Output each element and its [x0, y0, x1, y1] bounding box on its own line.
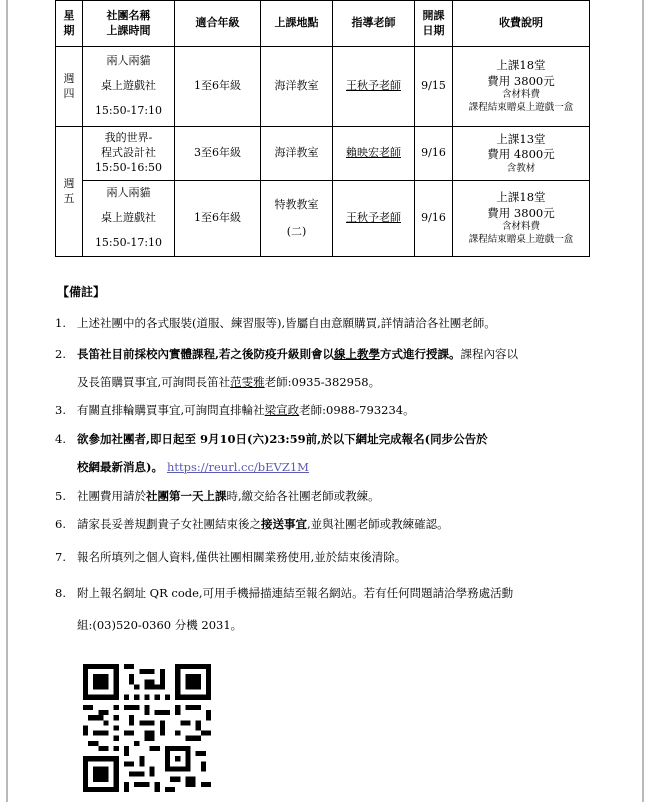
location-cell: 海洋教室 [261, 127, 333, 181]
note-2: 2. 長笛社目前採校內實體課程,若之後防疫升級則會以線上教學方式進行授課。課程內容以 及長笛購買事宜,可詢問長笛社范雯雅老師:0935-382958。 [55, 347, 519, 389]
table-header-row [56, 1, 590, 47]
teacher-cell: 賴映宏老師 [333, 127, 415, 181]
weekday-friday: 週 五 [56, 127, 83, 257]
fee-cell: 上課13堂 費用 4800元 含教材 [453, 127, 590, 181]
club-cell: 兩人兩貓 桌上遊戲社 15:50-17:10 [83, 181, 175, 257]
header-grade: 適合年級 [175, 1, 261, 47]
fee-cell: 上課18堂 費用 3800元 含材料費 課程結束贈桌上遊戲一盒 [453, 47, 590, 127]
location-cell: 特教教室 (二) [261, 181, 333, 257]
header-start-date: 開課 日期 [415, 1, 453, 47]
note-7: 7. 報名所填列之個人資料,僅供社團相關業務使用,並於結束後清除。 [55, 550, 407, 564]
date-cell: 9/16 [415, 181, 453, 257]
date-cell: 9/15 [415, 47, 453, 127]
note-6: 6. 請家長妥善規劃貴子女社團結束後之接送事宜,並與社團老師或教練確認。 [55, 517, 449, 531]
club-schedule-table [55, 0, 590, 257]
notes-title: 【備註】 [57, 285, 106, 299]
teacher-cell: 王秋予老師 [333, 47, 415, 127]
header-location: 上課地點 [261, 1, 333, 47]
date-cell: 9/16 [415, 127, 453, 181]
signup-link[interactable]: https://reurl.cc/bEVZ1M [166, 460, 309, 474]
weekday-thursday: 週 四 [56, 47, 83, 127]
club-cell: 我的世界- 程式設計社 15:50-16:50 [83, 127, 175, 181]
location-cell: 海洋教室 [261, 47, 333, 127]
page-edge-right [642, 0, 644, 802]
page-edge-left [6, 0, 8, 802]
table-row [56, 181, 590, 257]
header-teacher: 指導老師 [333, 1, 415, 47]
qr-code-image [83, 664, 211, 792]
note-1: 1. 上述社團中的各式服裝(道服、練習服等),皆屬自由意願購買,詳情請洽各社團老師。 [55, 316, 496, 330]
table-row [56, 127, 590, 181]
teacher-cell: 王秋予老師 [333, 181, 415, 257]
notes-section [55, 283, 595, 632]
header-weekday: 星 期 [56, 1, 83, 47]
note-3: 3. 有關直排輪購買事宜,可詢問直排輪社梁宣政老師:0988-793234。 [55, 403, 415, 417]
note-8: 8. 附上報名網址 QR code,可用手機掃描連結至報名網站。若有任何問題請洽學務處活動 組:(03)520-0360 分機 2031。 [55, 586, 514, 632]
grade-cell: 3至6年級 [175, 127, 261, 181]
note-5: 5. 社團費用請於社團第一天上課時,繳交給各社團老師或教練。 [55, 489, 380, 503]
grade-cell: 1至6年級 [175, 47, 261, 127]
grade-cell: 1至6年級 [175, 181, 261, 257]
club-cell: 兩人兩貓 桌上遊戲社 15:50-17:10 [83, 47, 175, 127]
table-row [56, 47, 590, 127]
header-fee: 收費說明 [453, 1, 590, 47]
header-club-name: 社團名稱 上課時間 [83, 1, 175, 47]
note-4: 4. 欲參加社團者,即日起至 9月10日(六)23:59前,於以下網址完成報名(同步公告於 校網最新消息)。 https://reurl.cc/bEVZ1M [55, 432, 488, 474]
fee-cell: 上課18堂 費用 3800元 含材料費 課程結束贈桌上遊戲一盒 [453, 181, 590, 257]
